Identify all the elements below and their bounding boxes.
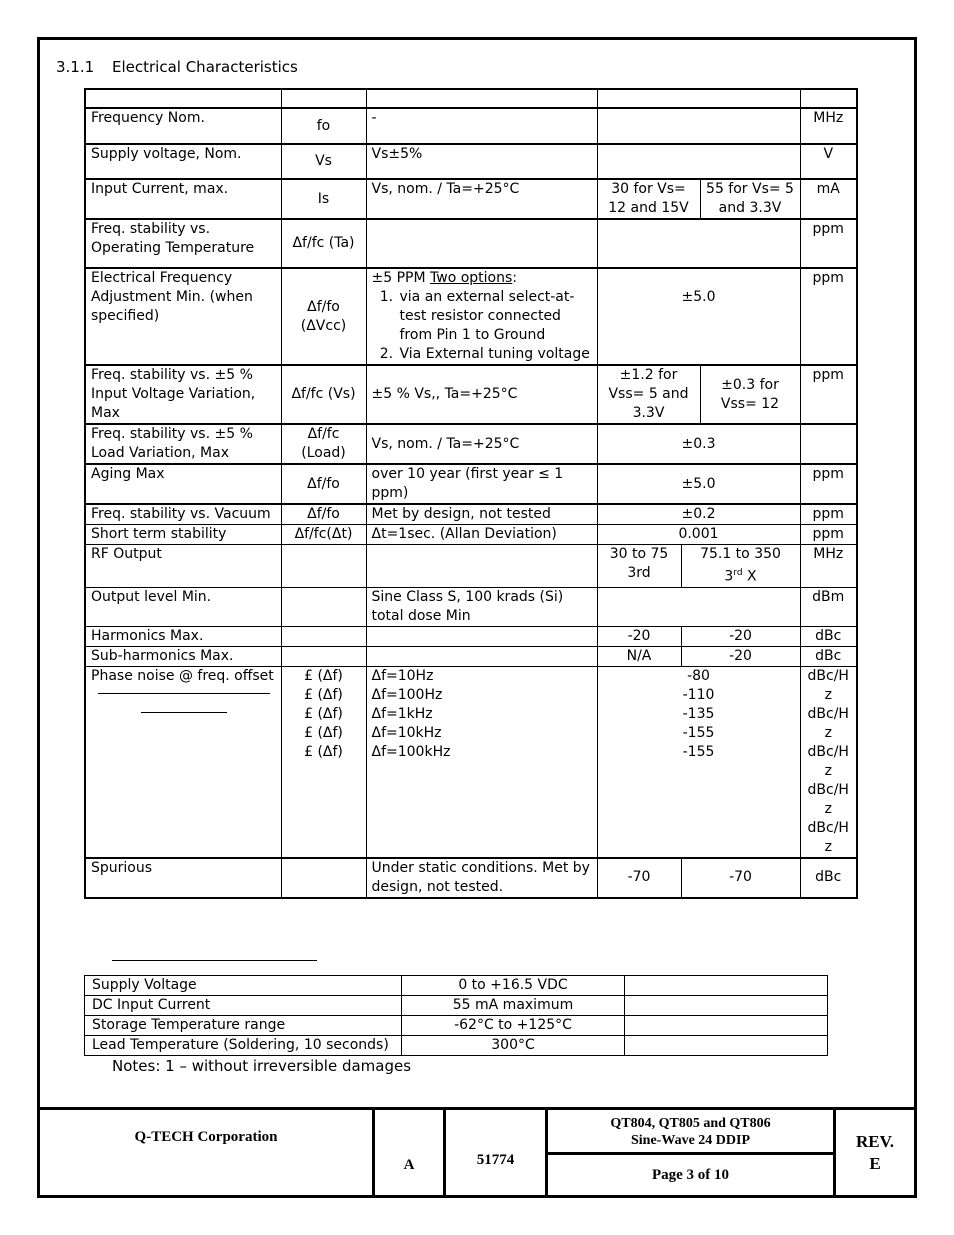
unit-cell: ppm: [800, 268, 857, 365]
param-cell: Frequency Nom.: [85, 108, 281, 144]
param-cell: Aging Max: [85, 464, 281, 504]
unit-cell: [800, 424, 857, 464]
list-item: 1. via an external select-at-test resistor connected from Pin 1 to Ground: [398, 288, 592, 345]
symbol-cell: [281, 666, 366, 858]
title-block: [40, 1107, 914, 1195]
unit-line: dBc/H: [807, 743, 849, 760]
symbol-line: £ (Δf): [304, 667, 343, 684]
value-cell: ±1.2 for Vss= 5 and 3.3V: [597, 365, 700, 424]
value-cell: ±0.2: [597, 504, 800, 525]
table-row: [85, 525, 857, 545]
condition-cell: [366, 646, 597, 666]
revision: [836, 1125, 914, 1180]
table-row: [85, 858, 857, 898]
condition-cell: over 10 year (first year ≤ 1 ppm): [366, 464, 597, 504]
value-cell: 30 to 75 3rd: [597, 545, 681, 588]
condition-cell: Sine Class S, 100 krads (Si) total dose Min: [366, 587, 597, 626]
note-cell: [625, 1016, 828, 1036]
value-cell: N/A: [597, 646, 681, 666]
condition-cell: [366, 626, 597, 646]
param-cell: Lead Temperature (Soldering, 10 seconds): [85, 1036, 402, 1056]
symbol-cell: [281, 587, 366, 626]
param-cell: Spurious: [85, 858, 281, 898]
value-cell: -20: [681, 626, 800, 646]
condition-cell: Vs, nom. / Ta=+25°C: [366, 424, 597, 464]
param-cell: [85, 666, 281, 858]
condition-text: ±5 PPM: [371, 270, 431, 286]
param-cell: Short term stability: [85, 525, 281, 545]
symbol-cell: Δf/fo: [281, 504, 366, 525]
condition-cell: Vs±5%: [366, 144, 597, 179]
unit-line: dBc/H: [807, 819, 849, 836]
value-line: -80: [687, 667, 710, 684]
unit-line: z: [824, 686, 832, 703]
table-row: [85, 464, 857, 504]
param-cell: Sub-harmonics Max.: [85, 646, 281, 666]
note-cell: [625, 976, 828, 996]
param-cell: Freq. stability vs. ±5 % Load Variation, Max: [85, 424, 281, 464]
value-text: X: [742, 568, 757, 585]
unit-cell: dBc: [800, 626, 857, 646]
condition-cell: [366, 219, 597, 268]
unit-cell: dBc: [800, 646, 857, 666]
unit-line: dBc/H: [807, 705, 849, 722]
symbol-cell: Δf/fo (ΔVcc): [281, 268, 366, 365]
param-cell: Freq. stability vs. Vacuum: [85, 504, 281, 525]
value-line: -155: [682, 743, 715, 760]
unit-cell: V: [800, 144, 857, 179]
symbol-cell: Vs: [281, 144, 366, 179]
value-cell: ±5.0: [597, 268, 800, 365]
param-cell: Storage Temperature range: [85, 1016, 402, 1036]
value-cell: 55 for Vs= 5 and 3.3V: [700, 179, 800, 219]
unit-cell: ppm: [800, 464, 857, 504]
value-line: -135: [682, 705, 715, 722]
symbol-line: £ (Δf): [304, 724, 343, 741]
value-cell: [597, 108, 800, 144]
value-cell: [597, 666, 800, 858]
note-cell: [625, 996, 828, 1016]
symbol-cell: Δf/fc(Δt): [281, 525, 366, 545]
section-number: 3.1.1: [56, 58, 95, 76]
page-number: Page 3 of 10: [651, 1166, 730, 1183]
table-row: [85, 424, 857, 464]
blank-line: [141, 712, 227, 713]
symbol-line: £ (Δf): [304, 705, 343, 722]
table-row: [85, 144, 857, 179]
value-text: 3: [724, 568, 734, 585]
table-row: [85, 996, 828, 1016]
value-cell: [597, 587, 800, 626]
unit-line: z: [824, 800, 832, 817]
param-cell: RF Output: [85, 545, 281, 588]
blank-heading-line: [112, 960, 317, 961]
blank-line: [98, 693, 270, 694]
unit-line: z: [824, 762, 832, 779]
condition-cell: ±5 % Vs,, Ta=+25°C: [366, 365, 597, 424]
table-row: [85, 666, 857, 858]
value-cell: ±0.3 for Vss= 12: [700, 365, 800, 424]
unit-cell: mA: [800, 179, 857, 219]
param-cell: Freq. stability vs. Operating Temperature: [85, 219, 281, 268]
notes-text: Notes: 1 – without irreversible damages: [112, 1057, 412, 1075]
table-row: [85, 545, 857, 588]
offset-line: Δf=10kHz: [371, 724, 442, 741]
param-cell: Supply voltage, Nom.: [85, 144, 281, 179]
table-row: [85, 646, 857, 666]
absolute-ratings-table: [84, 975, 828, 1056]
offset-line: Δf=100kHz: [371, 743, 451, 760]
unit-cell: ppm: [800, 219, 857, 268]
value-cell: -70: [681, 858, 800, 898]
unit-cell: MHz: [800, 108, 857, 144]
unit-line: z: [824, 724, 832, 741]
table-row: [85, 268, 857, 365]
value-cell: [681, 545, 800, 588]
value-cell: ±0.3: [597, 424, 800, 464]
table-row: [85, 179, 857, 219]
table-row: [85, 219, 857, 268]
param-cell: DC Input Current: [85, 996, 402, 1016]
symbol-cell: [281, 626, 366, 646]
value-line: -110: [682, 686, 715, 703]
param-text: Phase noise @ freq. offset: [91, 667, 274, 684]
unit-line: dBc/H: [807, 667, 849, 684]
unit-cell: ppm: [800, 504, 857, 525]
condition-cell: [366, 545, 597, 588]
symbol-cell: [281, 545, 366, 588]
table-row: [85, 1016, 828, 1036]
value-cell: -20: [597, 626, 681, 646]
table-row: [85, 108, 857, 144]
condition-cell: Δt=1sec. (Allan Deviation): [366, 525, 597, 545]
unit-cell: ppm: [800, 525, 857, 545]
unit-line: z: [824, 838, 832, 855]
table-row: [85, 976, 828, 996]
condition-cell: [366, 666, 597, 858]
note-cell: [625, 1036, 828, 1056]
table-row: [85, 626, 857, 646]
unit-line: dBc/H: [807, 781, 849, 798]
param-cell: Harmonics Max.: [85, 626, 281, 646]
symbol-cell: Δf/fc (Vs): [281, 365, 366, 424]
value-cell: 300°C: [402, 1036, 625, 1056]
value-text: 75.1 to 350: [700, 546, 781, 562]
value-cell: 0.001: [597, 525, 800, 545]
value-cell: -70: [597, 858, 681, 898]
symbol-cell: Δf/fo: [281, 464, 366, 504]
value-cell: ±5.0: [597, 464, 800, 504]
condition-cell: -: [366, 108, 597, 144]
condition-cell: [366, 268, 597, 365]
unit-cell: MHz: [800, 545, 857, 588]
condition-cell: Met by design, not tested: [366, 504, 597, 525]
revision-value: E: [869, 1153, 881, 1173]
offset-line: Δf=100Hz: [371, 686, 443, 703]
header-row: [85, 89, 857, 108]
value-cell: [597, 219, 800, 268]
unit-cell: dBm: [800, 587, 857, 626]
offset-line: Δf=1kHz: [371, 705, 433, 722]
symbol-cell: Δf/fc (Ta): [281, 219, 366, 268]
value-cell: 55 mA maximum: [402, 996, 625, 1016]
symbol-cell: fo: [281, 108, 366, 144]
header-cell: [597, 89, 800, 108]
param-cell: Supply Voltage: [85, 976, 402, 996]
table-row: [85, 1036, 828, 1056]
header-cell: [85, 89, 281, 108]
table-row: [85, 365, 857, 424]
value-cell: [597, 144, 800, 179]
param-cell: Output level Min.: [85, 587, 281, 626]
title-line: Sine-Wave 24 DDIP: [631, 1133, 750, 1148]
document-title: [548, 1112, 833, 1152]
revision-label: REV.: [856, 1131, 894, 1151]
header-cell: [366, 89, 597, 108]
cage-code: 51774: [476, 1151, 515, 1168]
company-name: Q-TECH Corporation: [134, 1129, 278, 1145]
header-cell: [281, 89, 366, 108]
options-label: Two options: [430, 270, 513, 286]
symbol-cell: Is: [281, 179, 366, 219]
value-cell: 0 to +16.5 VDC: [402, 976, 625, 996]
title-line: QT804, QT805 and QT806: [610, 1116, 771, 1131]
value-superscript: rd: [733, 568, 743, 578]
symbol-line: £ (Δf): [304, 686, 343, 703]
header-cell: [800, 89, 857, 108]
electrical-characteristics-table: [84, 88, 858, 899]
offset-line: Δf=10Hz: [371, 667, 434, 684]
size-code: A: [403, 1156, 415, 1173]
symbol-cell: [281, 646, 366, 666]
value-cell: -62°C to +125°C: [402, 1016, 625, 1036]
param-cell: Electrical Frequency Adjustment Min. (when specified): [85, 268, 281, 365]
symbol-cell: Δf/fc (Load): [281, 424, 366, 464]
section-heading: [56, 58, 298, 76]
condition-cell: Vs, nom. / Ta=+25°C: [366, 179, 597, 219]
list-item: 2. Via External tuning voltage: [398, 345, 592, 364]
unit-cell: dBc: [800, 858, 857, 898]
param-cell: Freq. stability vs. ±5 % Input Voltage Variation, Max: [85, 365, 281, 424]
value-cell: -20: [681, 646, 800, 666]
options-list: [372, 288, 592, 364]
table-row: [85, 587, 857, 626]
param-cell: Input Current, max.: [85, 179, 281, 219]
condition-text: :: [512, 270, 517, 286]
symbol-cell: [281, 858, 366, 898]
unit-cell: ppm: [800, 365, 857, 424]
condition-cell: Under static conditions. Met by design, not tested.: [366, 858, 597, 898]
table-row: [85, 504, 857, 525]
section-title: Electrical Characteristics: [112, 58, 298, 76]
symbol-line: £ (Δf): [304, 743, 343, 760]
value-cell: 30 for Vs= 12 and 15V: [597, 179, 700, 219]
value-line: -155: [682, 724, 715, 741]
unit-cell: [800, 666, 857, 858]
